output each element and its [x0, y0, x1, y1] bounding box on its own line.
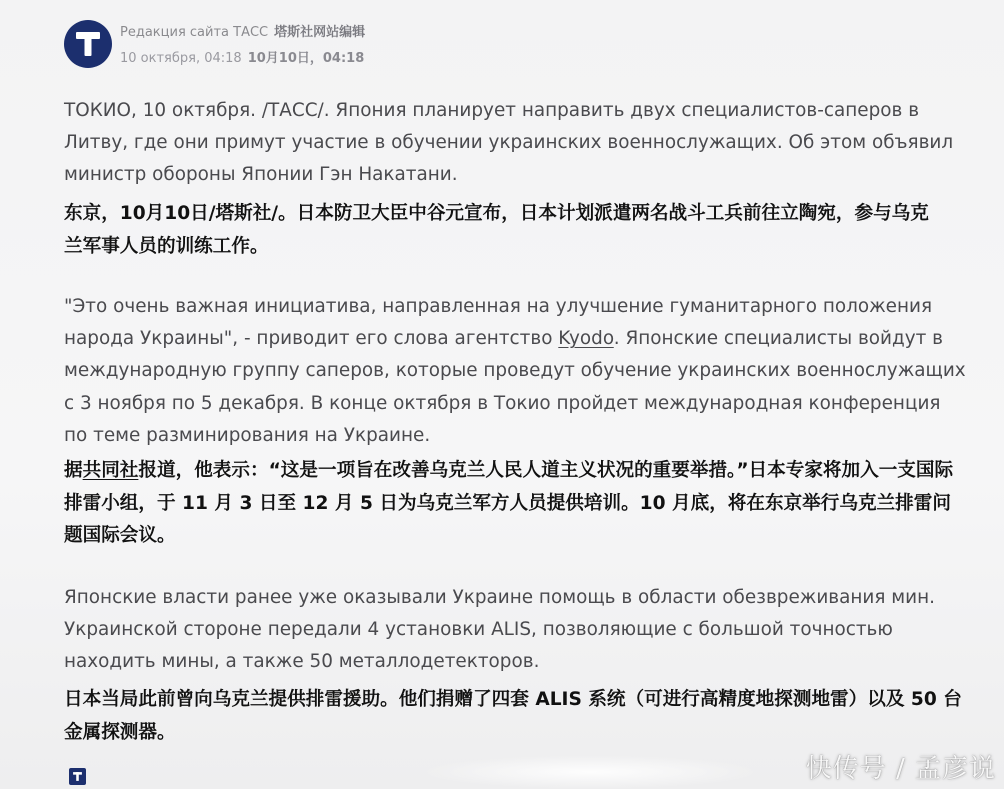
watermark: 快传号 / 孟彦说 — [805, 754, 996, 784]
paragraph-2-ru-start: "Это очень важная инициатива, направленная на улучшение гуманитарного положения народа Украины", - приводит его слова агентство — [64, 296, 933, 350]
paragraph-2-zh-start: 据 — [64, 460, 83, 481]
date-line — [120, 47, 364, 66]
paragraph-3-ru: Японские власти ранее уже оказывали Украине помощь в области обезвреживания мин. Украинской стороне передали 4 установки ALIS, позволяющие с большой точностью находить мины, а также 50 металлодетекторов. — [64, 587, 935, 673]
author-name-zh: 塔斯社网站编辑 — [274, 25, 366, 40]
kyodo-link-zh[interactable]: 共同社 — [82, 460, 139, 481]
paragraph-3-zh: 日本当局此前曾向乌克兰提供排雷援助。他们捐赠了四套 ALIS 系统（可进行高精度地探测地雷）以及 50 台金属探测器。 — [64, 689, 962, 743]
author-line — [120, 21, 365, 40]
paragraph-1-ru: ТОКИО, 10 октября. /ТАСС/. Япония планирует направить двух специалистов-саперов в Литву, где они примут участие в обучении украинских военнослужащих. Об этом объявил министр обороны Японии Гэн Накатани. — [64, 100, 954, 186]
bottom-highlight — [420, 755, 760, 789]
paragraph-1-zh: 东京，10月10日/塔斯社/。日本防卫大臣中谷元宣布，日本计划派遣两名战斗工兵前往立陶宛，参与乌克兰军事人员的训练工作。 — [64, 203, 929, 257]
tass-logo-icon[interactable] — [69, 768, 86, 785]
publish-date-zh: 10月10日，04:18 — [247, 51, 365, 66]
publish-date-ru: 10 октября, 04:18 — [120, 51, 242, 66]
paragraph-2-ru — [64, 291, 969, 452]
author-name-ru[interactable]: Редакция сайта ТАСС — [120, 25, 269, 40]
kyodo-link[interactable]: Kyodo — [558, 328, 614, 350]
tass-avatar-icon[interactable] — [64, 20, 112, 68]
paragraph-2-ru-end: . Японские специалисты войдут в международную группу саперов, которые проведут обучение украинских военнослужащих с 3 ноября по 5 декабря. В конце октября в Токио пройдет международная конференция по теме разминирования на Украине. — [64, 328, 966, 446]
paragraph-2-zh-end: 报道，他表示：“这是一项旨在改善乌克兰人民人道主义状况的重要举措。”日本专家将加入一支国际排雷小组，于 11 月 3 日至 12 月 5 日为乌克兰军方人员提供培训。10 月底，将在东京举行乌克兰排雷问题国际会议。 — [64, 460, 954, 546]
paragraph-2-zh — [64, 455, 964, 553]
